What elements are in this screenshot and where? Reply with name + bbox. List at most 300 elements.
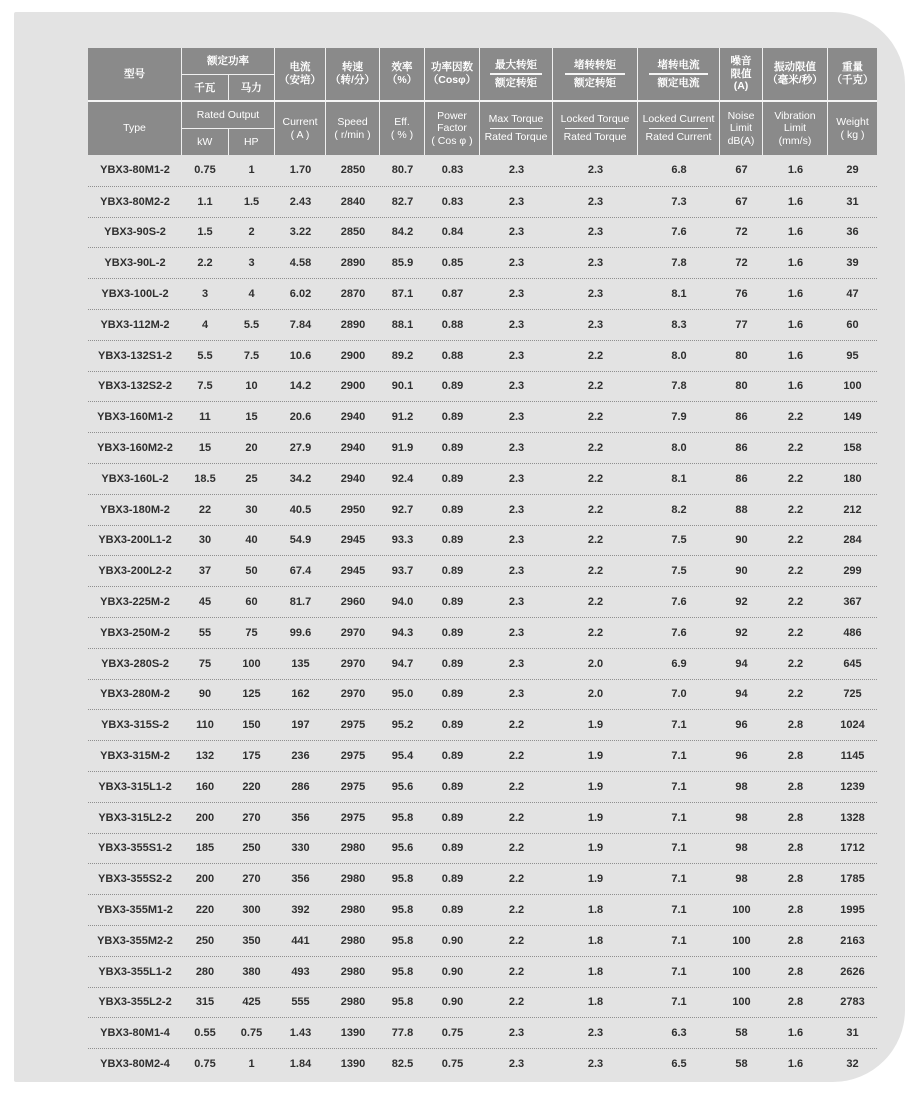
header-current-cn bbox=[275, 48, 326, 100]
cell-locked-current: 7.6 bbox=[671, 596, 687, 609]
cell-eff: 94.0 bbox=[391, 596, 414, 609]
speed-cn-line2: （转/分） bbox=[330, 74, 375, 86]
cell-power-factor: 0.89 bbox=[441, 750, 464, 763]
cell-eff: 95.8 bbox=[391, 996, 414, 1009]
cell-model: YBX3-315L2-2 bbox=[98, 811, 172, 824]
cell-eff: 95.6 bbox=[391, 842, 414, 855]
cell-hp: 75 bbox=[245, 626, 258, 639]
cell-current: 99.6 bbox=[289, 626, 312, 639]
cell-locked-torque: 2.3 bbox=[587, 257, 604, 270]
current-cn-line1: 电流 bbox=[289, 61, 311, 74]
table-row bbox=[88, 525, 877, 556]
cell-locked-current: 6.5 bbox=[671, 1058, 687, 1070]
cell-weight: 1024 bbox=[840, 719, 865, 732]
cell-locked-current: 8.2 bbox=[671, 503, 687, 516]
cell-weight: 645 bbox=[843, 657, 862, 670]
cell-kw: 0.75 bbox=[194, 164, 216, 177]
cell-model: YBX3-80M2-4 bbox=[100, 1058, 170, 1070]
cell-hp: 270 bbox=[242, 811, 261, 824]
cell-current: 555 bbox=[291, 996, 310, 1009]
catalog-panel bbox=[14, 12, 905, 1082]
cell-vibration: 1.6 bbox=[787, 318, 804, 331]
cell-power-factor: 0.89 bbox=[441, 904, 464, 917]
cell-max-torque: 2.2 bbox=[508, 934, 525, 947]
table-row bbox=[88, 217, 877, 248]
cell-locked-current: 7.3 bbox=[671, 195, 687, 208]
cell-noise: 86 bbox=[735, 442, 748, 455]
cell-locked-current: 7.9 bbox=[671, 411, 687, 424]
fraction-bar bbox=[565, 128, 625, 130]
cell-power-factor: 0.89 bbox=[441, 596, 464, 609]
cell-current: 493 bbox=[291, 965, 310, 978]
cell-noise: 67 bbox=[735, 195, 748, 208]
cell-locked-torque: 2.3 bbox=[587, 318, 604, 331]
cell-eff: 95.4 bbox=[391, 750, 414, 763]
cell-current: 81.7 bbox=[289, 596, 312, 609]
header-kw-cn: 千瓦 bbox=[182, 75, 229, 101]
header-model-en-label: Type bbox=[123, 122, 146, 135]
cell-max-torque: 2.3 bbox=[508, 626, 525, 639]
cell-hp: 4 bbox=[248, 288, 255, 301]
motor-spec-table bbox=[88, 48, 877, 1079]
table-header bbox=[88, 48, 877, 155]
table-row bbox=[88, 833, 877, 864]
cell-power-factor: 0.89 bbox=[441, 442, 464, 455]
cell-noise: 92 bbox=[735, 626, 748, 639]
cell-noise: 90 bbox=[735, 565, 748, 578]
cell-vibration: 2.8 bbox=[787, 904, 804, 917]
cell-noise: 76 bbox=[735, 288, 748, 301]
cell-vibration: 1.6 bbox=[787, 380, 804, 393]
cell-speed: 2850 bbox=[340, 164, 366, 177]
table-row bbox=[88, 371, 877, 402]
cell-kw: 2.2 bbox=[197, 257, 213, 270]
cell-speed: 2975 bbox=[340, 719, 366, 732]
cell-hp: 25 bbox=[245, 472, 258, 485]
locked-torque-cn-den: 额定转矩 bbox=[574, 76, 616, 89]
cell-model: YBX3-315M-2 bbox=[100, 750, 170, 763]
cell-eff: 95.8 bbox=[391, 811, 414, 824]
cell-noise: 86 bbox=[735, 472, 748, 485]
cell-weight: 1995 bbox=[840, 904, 865, 917]
cell-max-torque: 2.3 bbox=[508, 288, 525, 301]
header-hp-en: HP bbox=[243, 136, 259, 148]
header-locked-current-cn bbox=[638, 48, 720, 100]
cell-locked-torque: 2.3 bbox=[587, 288, 604, 301]
cell-eff: 80.7 bbox=[391, 164, 414, 177]
cell-noise: 90 bbox=[735, 534, 748, 547]
cell-locked-current: 7.6 bbox=[671, 226, 687, 239]
header-model-cn bbox=[88, 48, 182, 100]
cell-power-factor: 0.89 bbox=[441, 657, 464, 670]
cell-vibration: 2.8 bbox=[787, 996, 804, 1009]
cell-vibration: 2.2 bbox=[787, 472, 804, 485]
cell-speed: 2890 bbox=[340, 257, 366, 270]
cell-max-torque: 2.2 bbox=[508, 780, 525, 793]
cell-noise: 98 bbox=[735, 780, 748, 793]
cell-locked-current: 7.5 bbox=[671, 565, 687, 578]
cell-vibration: 2.2 bbox=[787, 534, 804, 547]
cell-vibration: 2.8 bbox=[787, 934, 804, 947]
cell-model: YBX3-112M-2 bbox=[100, 318, 170, 331]
cell-noise: 98 bbox=[735, 873, 748, 886]
header-speed-en bbox=[326, 102, 380, 155]
cell-power-factor: 0.89 bbox=[441, 380, 464, 393]
cell-speed: 2950 bbox=[340, 503, 366, 516]
cell-hp: 1 bbox=[248, 1058, 255, 1070]
cell-kw: 132 bbox=[195, 750, 215, 763]
cell-hp: 100 bbox=[242, 657, 261, 670]
current-cn-line2: （安培） bbox=[279, 74, 321, 86]
cell-hp: 300 bbox=[242, 904, 261, 917]
cell-locked-current: 7.8 bbox=[671, 257, 687, 270]
cell-max-torque: 2.3 bbox=[508, 195, 525, 208]
cell-weight: 95 bbox=[846, 349, 859, 362]
cell-kw: 0.55 bbox=[194, 1027, 216, 1040]
cell-kw: 110 bbox=[196, 719, 214, 732]
cell-power-factor: 0.89 bbox=[441, 842, 464, 855]
cell-model: YBX3-80M1-2 bbox=[100, 164, 170, 177]
locked-current-en-den: Rated Current bbox=[645, 131, 712, 144]
cell-eff: 84.2 bbox=[391, 226, 414, 239]
pf-en-line1: Power bbox=[437, 109, 467, 122]
cell-max-torque: 2.3 bbox=[508, 596, 525, 609]
cell-speed: 1390 bbox=[340, 1027, 366, 1040]
cell-speed: 2975 bbox=[340, 750, 366, 763]
cell-vibration: 2.2 bbox=[787, 688, 804, 701]
cell-kw: 37 bbox=[198, 565, 212, 578]
cell-locked-current: 8.0 bbox=[671, 349, 687, 362]
cell-kw: 90 bbox=[198, 688, 212, 701]
cell-weight: 47 bbox=[846, 288, 859, 301]
weight-cn-line2: （千克） bbox=[831, 74, 874, 86]
cell-vibration: 1.6 bbox=[787, 226, 804, 239]
eff-en-line2: ( % ) bbox=[390, 128, 414, 141]
header-vibration-en bbox=[763, 102, 828, 155]
cell-current: 356 bbox=[291, 873, 310, 886]
cell-speed: 2970 bbox=[340, 688, 366, 701]
cell-weight: 1712 bbox=[840, 842, 865, 855]
cell-eff: 91.2 bbox=[391, 411, 414, 424]
cell-model: YBX3-100L-2 bbox=[101, 288, 169, 301]
cell-model: YBX3-90L-2 bbox=[104, 257, 166, 270]
cell-weight: 180 bbox=[843, 472, 862, 485]
cell-hp: 10 bbox=[245, 380, 258, 393]
table-row bbox=[88, 925, 877, 956]
cell-model: YBX3-160L-2 bbox=[101, 472, 169, 485]
cell-max-torque: 2.2 bbox=[508, 842, 525, 855]
cell-max-torque: 2.3 bbox=[508, 226, 525, 239]
cell-locked-current: 7.1 bbox=[671, 965, 687, 978]
cell-kw: 4 bbox=[201, 318, 209, 331]
cell-weight: 1145 bbox=[840, 750, 865, 763]
cell-power-factor: 0.90 bbox=[441, 934, 464, 947]
header-noise-cn bbox=[720, 48, 763, 100]
cell-vibration: 2.8 bbox=[787, 811, 804, 824]
cell-locked-torque: 1.9 bbox=[587, 750, 604, 763]
table-row bbox=[88, 401, 877, 432]
cell-power-factor: 0.89 bbox=[441, 411, 464, 424]
cell-current: 2.43 bbox=[289, 195, 312, 208]
cell-speed: 2980 bbox=[340, 904, 366, 917]
table-row bbox=[88, 463, 877, 494]
cell-max-torque: 2.2 bbox=[508, 873, 525, 886]
cell-locked-current: 7.1 bbox=[671, 842, 687, 855]
max-torque-cn-num: 最大转矩 bbox=[495, 58, 537, 71]
cell-current: 7.84 bbox=[289, 318, 312, 331]
table-row bbox=[88, 555, 877, 586]
cell-model: YBX3-355L1-2 bbox=[98, 965, 172, 978]
cell-hp: 425 bbox=[242, 996, 261, 1009]
cell-speed: 2890 bbox=[340, 318, 366, 331]
cell-locked-torque: 2.0 bbox=[587, 657, 604, 670]
header-locked-torque-en bbox=[553, 102, 638, 155]
cell-model: YBX3-355M2-2 bbox=[97, 934, 173, 947]
cell-power-factor: 0.83 bbox=[441, 164, 464, 177]
cell-vibration: 2.2 bbox=[787, 411, 804, 424]
cell-vibration: 2.2 bbox=[787, 657, 804, 670]
header-max-torque-cn bbox=[480, 48, 553, 100]
cell-hp: 5.5 bbox=[243, 318, 260, 331]
noise-cn-line1: 噪音 bbox=[730, 55, 752, 68]
cell-vibration: 2.8 bbox=[787, 965, 804, 978]
cell-current: 197 bbox=[291, 719, 310, 732]
cell-vibration: 1.6 bbox=[787, 349, 804, 362]
header-kw-en: kW bbox=[182, 129, 229, 155]
cell-current: 10.6 bbox=[289, 349, 312, 362]
cell-power-factor: 0.75 bbox=[441, 1058, 464, 1070]
cell-eff: 93.3 bbox=[391, 534, 414, 547]
cell-power-factor: 0.87 bbox=[441, 288, 464, 301]
cell-locked-torque: 2.2 bbox=[587, 472, 604, 485]
cell-vibration: 2.2 bbox=[787, 442, 804, 455]
cell-model: YBX3-355S1-2 bbox=[98, 842, 172, 855]
cell-max-torque: 2.3 bbox=[508, 1027, 525, 1040]
cell-max-torque: 2.2 bbox=[508, 996, 525, 1009]
cell-noise: 77 bbox=[735, 318, 748, 331]
cell-eff: 90.1 bbox=[391, 380, 414, 393]
cell-max-torque: 2.3 bbox=[508, 257, 525, 270]
cell-kw: 200 bbox=[195, 811, 215, 824]
vibration-en-line2: Limit bbox=[783, 122, 807, 135]
cell-locked-torque: 1.9 bbox=[587, 842, 604, 855]
cell-weight: 486 bbox=[843, 626, 862, 639]
cell-current: 20.6 bbox=[289, 411, 312, 424]
cell-locked-torque: 2.3 bbox=[587, 1027, 604, 1040]
cell-vibration: 1.6 bbox=[787, 257, 804, 270]
cell-speed: 2970 bbox=[340, 657, 366, 670]
cell-speed: 2945 bbox=[340, 534, 366, 547]
cell-hp: 380 bbox=[242, 965, 261, 978]
cell-weight: 367 bbox=[843, 596, 862, 609]
max-torque-en-den: Rated Torque bbox=[484, 131, 548, 144]
header-locked-current-en bbox=[638, 102, 720, 155]
table-row bbox=[88, 155, 877, 186]
cell-kw: 5.5 bbox=[197, 349, 213, 362]
table-row bbox=[88, 771, 877, 802]
cell-noise: 100 bbox=[732, 904, 751, 917]
cell-locked-torque: 2.0 bbox=[587, 688, 604, 701]
cell-speed: 1390 bbox=[340, 1058, 366, 1070]
cell-max-torque: 2.3 bbox=[508, 380, 525, 393]
cell-kw: 45 bbox=[198, 596, 212, 609]
cell-weight: 2626 bbox=[840, 965, 865, 978]
cell-locked-torque: 2.2 bbox=[587, 565, 604, 578]
header-rated-output-cn: 额定功率 bbox=[182, 48, 274, 75]
cell-hp: 350 bbox=[242, 934, 261, 947]
cell-model: YBX3-180M-2 bbox=[100, 503, 170, 516]
cell-speed: 2960 bbox=[340, 596, 366, 609]
cell-vibration: 1.6 bbox=[787, 1058, 804, 1070]
cell-max-torque: 2.3 bbox=[508, 534, 525, 547]
cell-locked-torque: 1.9 bbox=[587, 811, 604, 824]
pf-cn-line2: （Cosφ） bbox=[427, 74, 477, 86]
cell-power-factor: 0.84 bbox=[441, 226, 464, 239]
cell-hp: 20 bbox=[245, 442, 258, 455]
cell-hp: 3 bbox=[248, 257, 255, 270]
cell-eff: 89.2 bbox=[391, 349, 414, 362]
header-model-cn-label: 型号 bbox=[124, 67, 145, 80]
fraction-bar bbox=[649, 73, 707, 75]
cell-locked-torque: 1.9 bbox=[587, 719, 604, 732]
cell-current: 286 bbox=[291, 780, 310, 793]
table-row bbox=[88, 617, 877, 648]
table-row bbox=[88, 247, 877, 278]
cell-model: YBX3-200L2-2 bbox=[98, 565, 172, 578]
cell-model: YBX3-80M2-2 bbox=[100, 195, 170, 208]
cell-power-factor: 0.88 bbox=[441, 318, 464, 331]
cell-eff: 92.4 bbox=[391, 472, 414, 485]
header-hp-cn: 马力 bbox=[240, 81, 262, 94]
cell-noise: 58 bbox=[735, 1027, 748, 1040]
cell-power-factor: 0.89 bbox=[441, 472, 464, 485]
cell-kw: 280 bbox=[195, 965, 215, 978]
cell-kw: 185 bbox=[195, 842, 215, 855]
cell-noise: 72 bbox=[735, 226, 748, 239]
table-row bbox=[88, 987, 877, 1018]
cell-model: YBX3-355M1-2 bbox=[97, 904, 173, 917]
cell-locked-current: 7.8 bbox=[671, 380, 687, 393]
table-row bbox=[88, 802, 877, 833]
noise-en-line2: Limit bbox=[729, 122, 753, 135]
cell-model: YBX3-280S-2 bbox=[101, 657, 169, 670]
cell-noise: 94 bbox=[735, 688, 748, 701]
vibration-en-line1: Vibration bbox=[774, 109, 816, 122]
cell-model: YBX3-160M2-2 bbox=[97, 442, 173, 455]
cell-weight: 2783 bbox=[840, 996, 865, 1009]
cell-max-torque: 2.3 bbox=[508, 688, 525, 701]
cell-noise: 94 bbox=[735, 657, 748, 670]
table-row bbox=[88, 309, 877, 340]
cell-weight: 212 bbox=[843, 503, 862, 516]
locked-current-en-num: Locked Current bbox=[642, 113, 715, 126]
cell-weight: 100 bbox=[843, 380, 862, 393]
cell-power-factor: 0.89 bbox=[441, 719, 464, 732]
cell-max-torque: 2.3 bbox=[508, 565, 525, 578]
cell-eff: 95.8 bbox=[391, 934, 414, 947]
cell-model: YBX3-315L1-2 bbox=[98, 780, 172, 793]
table-row bbox=[88, 679, 877, 710]
cell-locked-current: 6.9 bbox=[671, 657, 687, 670]
cell-hp: 40 bbox=[245, 534, 258, 547]
cell-locked-torque: 2.3 bbox=[587, 1058, 604, 1070]
header-eff-en bbox=[380, 102, 425, 155]
cell-noise: 58 bbox=[735, 1058, 748, 1070]
cell-noise: 98 bbox=[735, 811, 748, 824]
cell-power-factor: 0.83 bbox=[441, 195, 464, 208]
cell-speed: 2870 bbox=[340, 288, 366, 301]
header-model-en bbox=[88, 102, 182, 155]
current-en-line2: ( A ) bbox=[290, 128, 310, 141]
cell-locked-torque: 2.3 bbox=[587, 164, 604, 177]
cell-weight: 39 bbox=[846, 257, 859, 270]
cell-model: YBX3-90S-2 bbox=[104, 226, 166, 239]
cell-max-torque: 2.3 bbox=[508, 349, 525, 362]
cell-current: 3.22 bbox=[289, 226, 312, 239]
cell-power-factor: 0.89 bbox=[441, 534, 464, 547]
cell-max-torque: 2.3 bbox=[508, 411, 525, 424]
cell-weight: 36 bbox=[846, 226, 859, 239]
cell-hp: 15 bbox=[245, 411, 258, 424]
cell-eff: 95.8 bbox=[391, 904, 414, 917]
weight-en-line2: ( kg ) bbox=[840, 128, 865, 141]
table-row bbox=[88, 894, 877, 925]
cell-locked-current: 7.1 bbox=[671, 811, 687, 824]
cell-model: YBX3-280M-2 bbox=[100, 688, 170, 701]
noise-en-line3: dB(A) bbox=[727, 134, 755, 147]
locked-current-cn-den: 额定电流 bbox=[657, 76, 700, 89]
table-row bbox=[88, 432, 877, 463]
cell-model: YBX3-200L1-2 bbox=[98, 534, 172, 547]
header-rated-output-group-cn bbox=[182, 48, 275, 100]
cell-current: 14.2 bbox=[289, 380, 312, 393]
cell-locked-current: 8.0 bbox=[671, 442, 687, 455]
cell-locked-torque: 1.9 bbox=[587, 873, 604, 886]
cell-weight: 29 bbox=[846, 164, 859, 177]
cell-max-torque: 2.3 bbox=[508, 657, 525, 670]
speed-en-line1: Speed bbox=[337, 115, 368, 128]
cell-model: YBX3-315S-2 bbox=[101, 719, 169, 732]
cell-vibration: 2.8 bbox=[787, 719, 804, 732]
max-torque-cn-den: 额定转矩 bbox=[495, 76, 537, 89]
fraction-bar bbox=[565, 73, 625, 75]
cell-noise: 80 bbox=[735, 349, 748, 362]
pf-en-line3: ( Cos φ ) bbox=[431, 134, 473, 147]
locked-torque-cn-num: 堵转转矩 bbox=[574, 58, 616, 71]
cell-vibration: 1.6 bbox=[787, 195, 804, 208]
max-torque-en-num: Max Torque bbox=[488, 113, 544, 126]
table-row bbox=[88, 740, 877, 771]
cell-max-torque: 2.3 bbox=[508, 1058, 525, 1070]
cell-kw: 18.5 bbox=[194, 472, 216, 485]
cell-speed: 2940 bbox=[340, 442, 366, 455]
cell-locked-torque: 1.8 bbox=[587, 934, 604, 947]
vibration-cn-line2: （毫米/秒） bbox=[767, 74, 823, 86]
cell-weight: 725 bbox=[843, 688, 862, 701]
cell-vibration: 2.2 bbox=[787, 503, 804, 516]
speed-en-line2: ( r/min ) bbox=[334, 128, 371, 141]
cell-kw: 315 bbox=[195, 996, 215, 1009]
cell-hp: 60 bbox=[245, 596, 258, 609]
cell-eff: 95.8 bbox=[391, 873, 414, 886]
cell-noise: 96 bbox=[735, 719, 748, 732]
table-row bbox=[88, 709, 877, 740]
cell-speed: 2945 bbox=[340, 565, 366, 578]
current-en-line1: Current bbox=[282, 115, 318, 128]
cell-max-torque: 2.2 bbox=[508, 965, 525, 978]
cell-hp: 270 bbox=[242, 873, 261, 886]
header-eff-cn bbox=[380, 48, 425, 100]
